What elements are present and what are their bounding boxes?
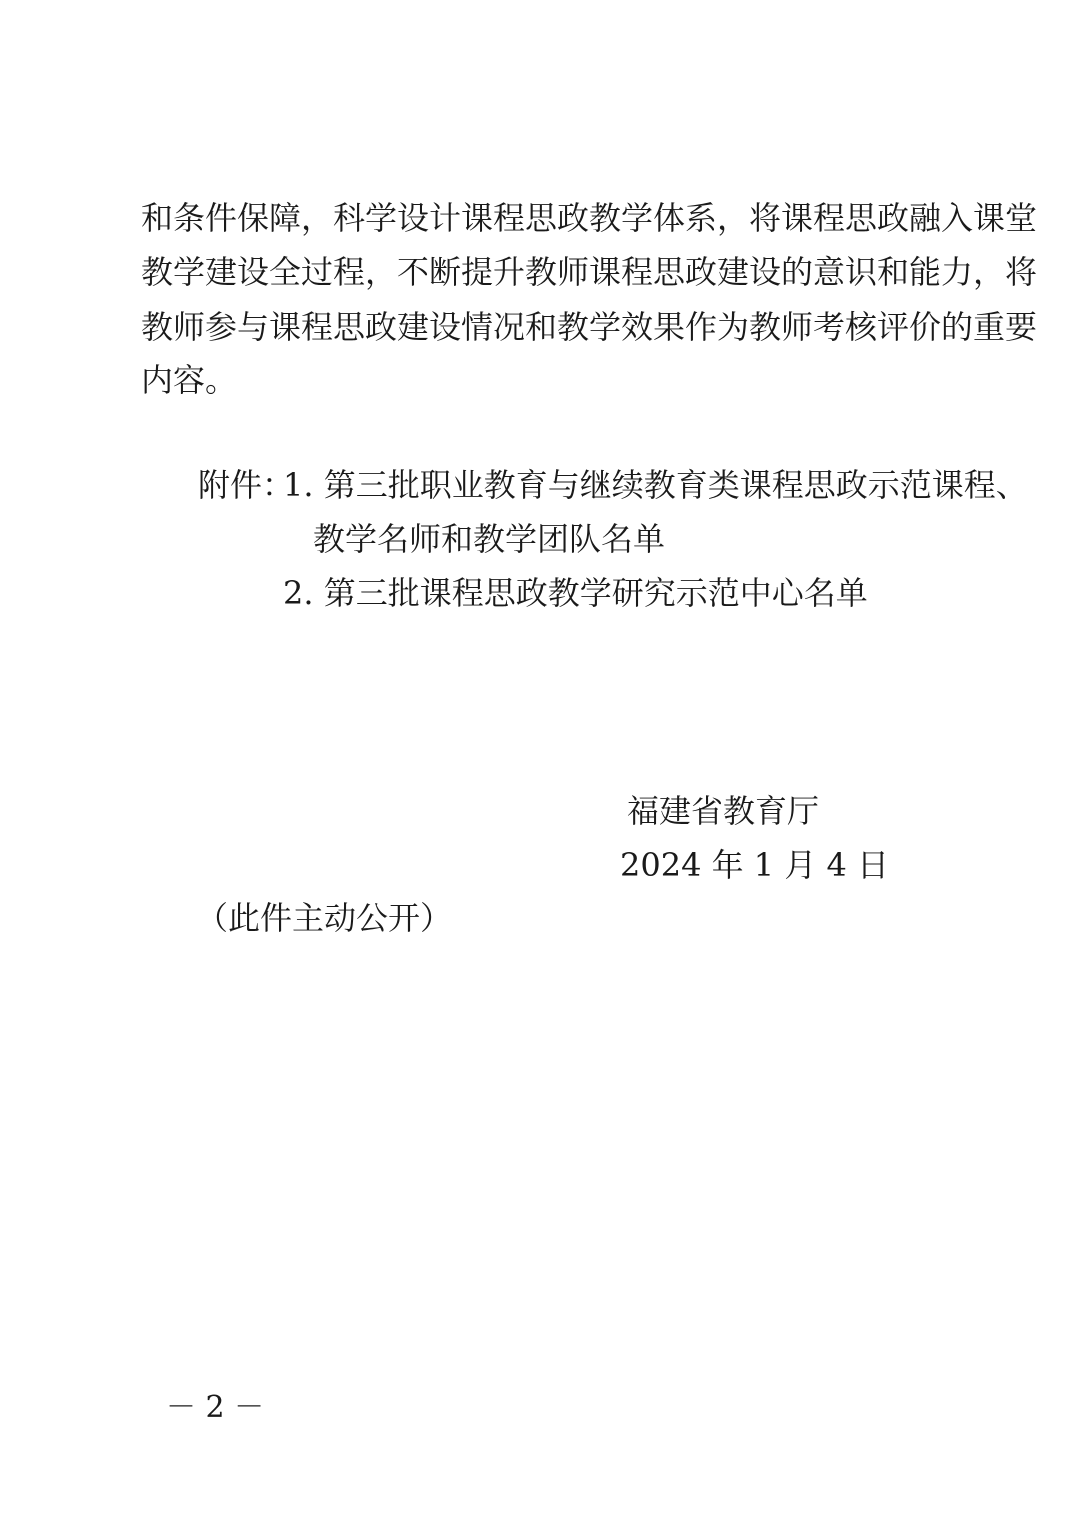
issuer-name: 福建省教育厅 [627,792,820,830]
attachment-item-2: 2. 第三批课程思政教学研究示范中心名单 [283,574,868,612]
paragraph-line-2: 教学建设全过程，不断提升教师课程思政建设的意识和能力，将 [141,253,1038,291]
attachment-item-1-line-1: 1. 第三批职业教育与继续教育类课程思政示范课程、 [283,466,1028,504]
attachment-item-1-line-2: 教学名师和教学团队名单 [313,520,666,558]
issue-date: 2024 年 1 月 4 日 [620,846,890,884]
paragraph-line-4: 内容。 [141,361,238,399]
disclosure-note: （此件主动公开） [196,899,453,937]
paragraph-line-1: 和条件保障，科学设计课程思政教学体系，将课程思政融入课堂 [141,199,1038,237]
page-number: － 2 － [166,1390,265,1425]
paragraph-line-3: 教师参与课程思政建设情况和教学效果作为教师考核评价的重要 [141,308,1038,346]
attachments-label: 附件： [198,466,295,504]
